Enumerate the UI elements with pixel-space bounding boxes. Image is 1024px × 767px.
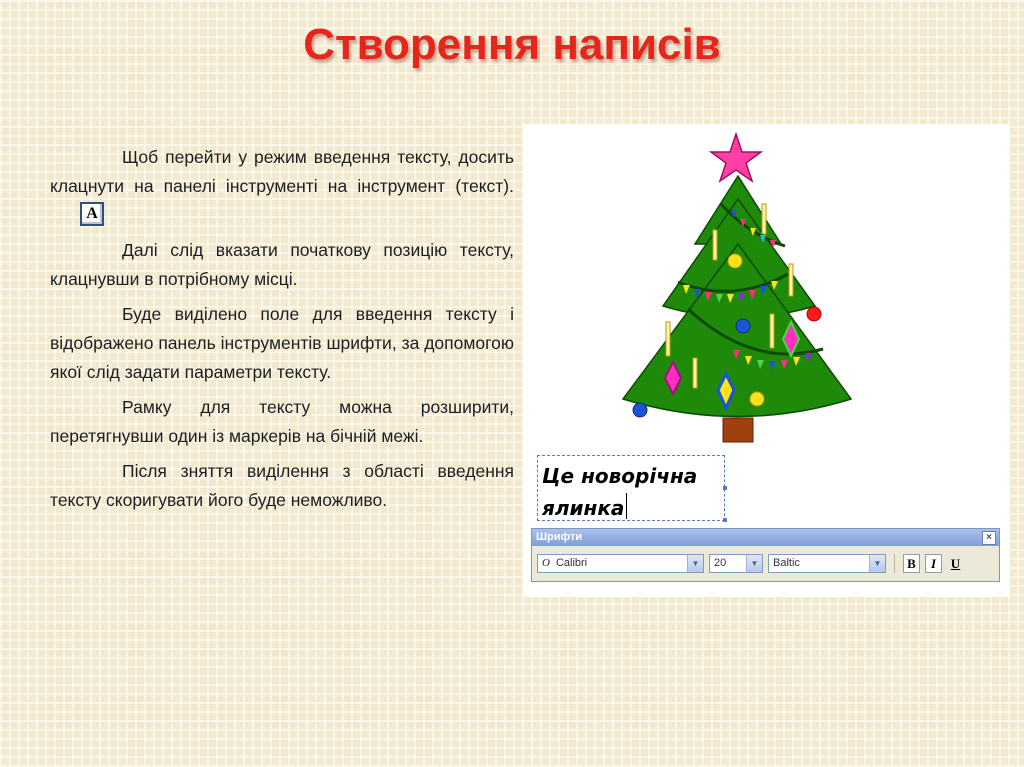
font-name-select[interactable] [537,554,704,573]
paragraph-1 [50,143,514,230]
text-line-2-value: ялинка [542,496,625,520]
opentype-font-icon: O [542,557,550,569]
text-tool-icon: A [80,202,104,226]
star-icon [711,134,761,181]
fonts-toolbar [531,528,1000,582]
paragraph-5: Після зняття виділення з області введення тексту скоригувати його буде неможливо. [50,461,514,510]
italic-button[interactable]: I [925,554,942,573]
toolbar-divider [894,554,895,573]
illustration-panel [523,124,1010,597]
paragraph-4: Рамку для тексту можна розширити, перетягнувши один із маркерів на бічній межі. [50,397,514,446]
ornament-yellow-1 [728,254,742,268]
paragraph-1-text: Щоб перейти у режим введення тексту, досить клацнути на панелі інструменті на інструмент (текст). [50,147,514,196]
ornament-blue-2 [633,403,647,417]
instructions-text [50,143,514,521]
paragraph-2: Далі слід вказати початкову позицію тексту, клацнувши в потрібному місці. [50,240,514,289]
ornament-yellow-2 [750,392,764,406]
underline-button[interactable]: U [950,556,961,571]
bold-button[interactable]: B [903,554,920,573]
resize-handle-right[interactable] [723,486,727,490]
resize-handle-bottom-right[interactable] [723,518,727,522]
script-value: Baltic [773,557,800,569]
ornament-blue-1 [736,319,750,333]
close-icon[interactable]: × [982,531,996,545]
chevron-down-icon[interactable]: ▼ [687,555,703,572]
font-size-select[interactable] [709,554,763,573]
christmas-tree-image [523,124,1010,454]
text-input-box[interactable] [537,455,725,521]
script-select[interactable] [768,554,886,573]
text-line-2 [542,492,724,524]
text-line-1: Це новорічна [542,464,698,488]
fonts-toolbar-title: Шрифти [536,531,583,543]
paragraph-3: Буде виділено поле для введення тексту і відображено панель інструментів шрифти, за допомогою якої слід задати параметри тексту. [50,304,514,382]
chevron-down-icon[interactable]: ▼ [869,555,885,572]
chevron-down-icon[interactable]: ▼ [746,555,762,572]
tree-trunk [723,418,753,442]
font-name-value: Calibri [555,557,588,569]
text-caret [626,493,627,519]
ornament-red-1 [807,307,821,321]
font-size-value: 20 [714,557,727,569]
slide-title: Створення написів [303,20,721,69]
fonts-toolbar-titlebar [532,529,999,546]
